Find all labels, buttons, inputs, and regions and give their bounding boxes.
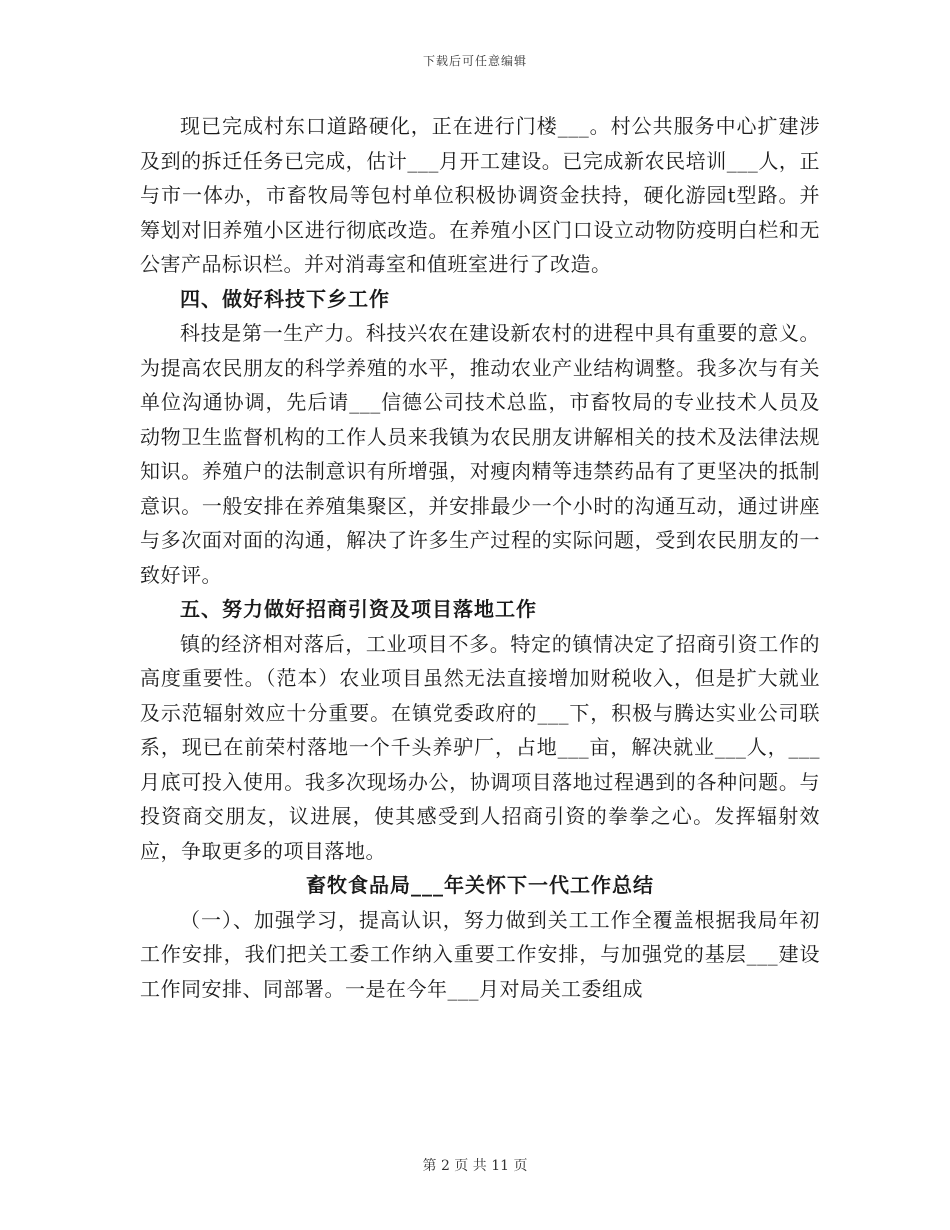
paragraph-village-construction: 现已完成村东口道路硬化，正在进行门楼___。村公共服务中心扩建涉及到的拆迁任务已完成，估计___月开工建设。已完成新农民培训___人，正与市一体办，市畜牧局等包村单位积极协调资金扶持，硬化游园t型路。并筹划对旧养殖小区进行彻底改造。在养殖小区门口设立动物防疫明白栏和无公害产品标识栏。并对消毒室和值班室进行了改造。	[140, 114, 820, 276]
paragraph-investment: 镇的经济相对落后，工业项目不多。特定的镇情决定了招商引资工作的高度重要性。（范本）农业项目虽然无法直接增加财税收入，但是扩大就业及示范辐射效应十分重要。在镇党委政府的___下，积极与腾达实业公司联系，现已在前荣村落地一个千头养驴厂，占地___亩，解决就业___人，___月底可投入使用。我多次现场办公，协调项目落地过程遇到的各种问题。与投资商交朋友，议进展，使其感受到人招商引资的拳拳之心。发挥辐射效应，争取更多的项目落地。	[140, 631, 820, 863]
page-number: 第 2 页 共 11 页	[422, 1158, 528, 1174]
document-body	[140, 109, 820, 1006]
paragraph-study: （一）、加强学习，提高认识，努力做到关工工作全覆盖根据我局年初工作安排，我们把关工委工作纳入重要工作安排，与加强党的基层___建设工作同安排、同部署。一是在今年___月对局关工委组成	[140, 907, 820, 1001]
document-title: 畜牧食品局___年关怀下一代工作总结	[306, 873, 654, 897]
section-heading-4: 四、做好科技下乡工作	[180, 286, 390, 311]
section-heading-5: 五、努力做好招商引资及项目落地工作	[180, 597, 537, 621]
page-header: 下载后可任意编辑	[422, 54, 527, 68]
paragraph-technology: 科技是第一生产力。科技兴农在建设新农村的进程中具有重要的意义。为提高农民朋友的科学养殖的水平，推动农业产业结构调整。我多次与有关单位沟通协调，先后请___信德公司技术总监，市畜牧局的专业技术人员及动物卫生监督机构的工作人员来我镇为农民朋友讲解相关的技术及法律法规知识。养殖户的法制意识有所增强，对瘦肉精等违禁药品有了更坚决的抵制意识。一般安排在养殖集聚区，并安排最少一个小时的沟通互动，通过讲座与多次面对面的沟通，解决了许多生产过程的实际问题，受到农民朋友的一致好评。	[140, 321, 820, 587]
